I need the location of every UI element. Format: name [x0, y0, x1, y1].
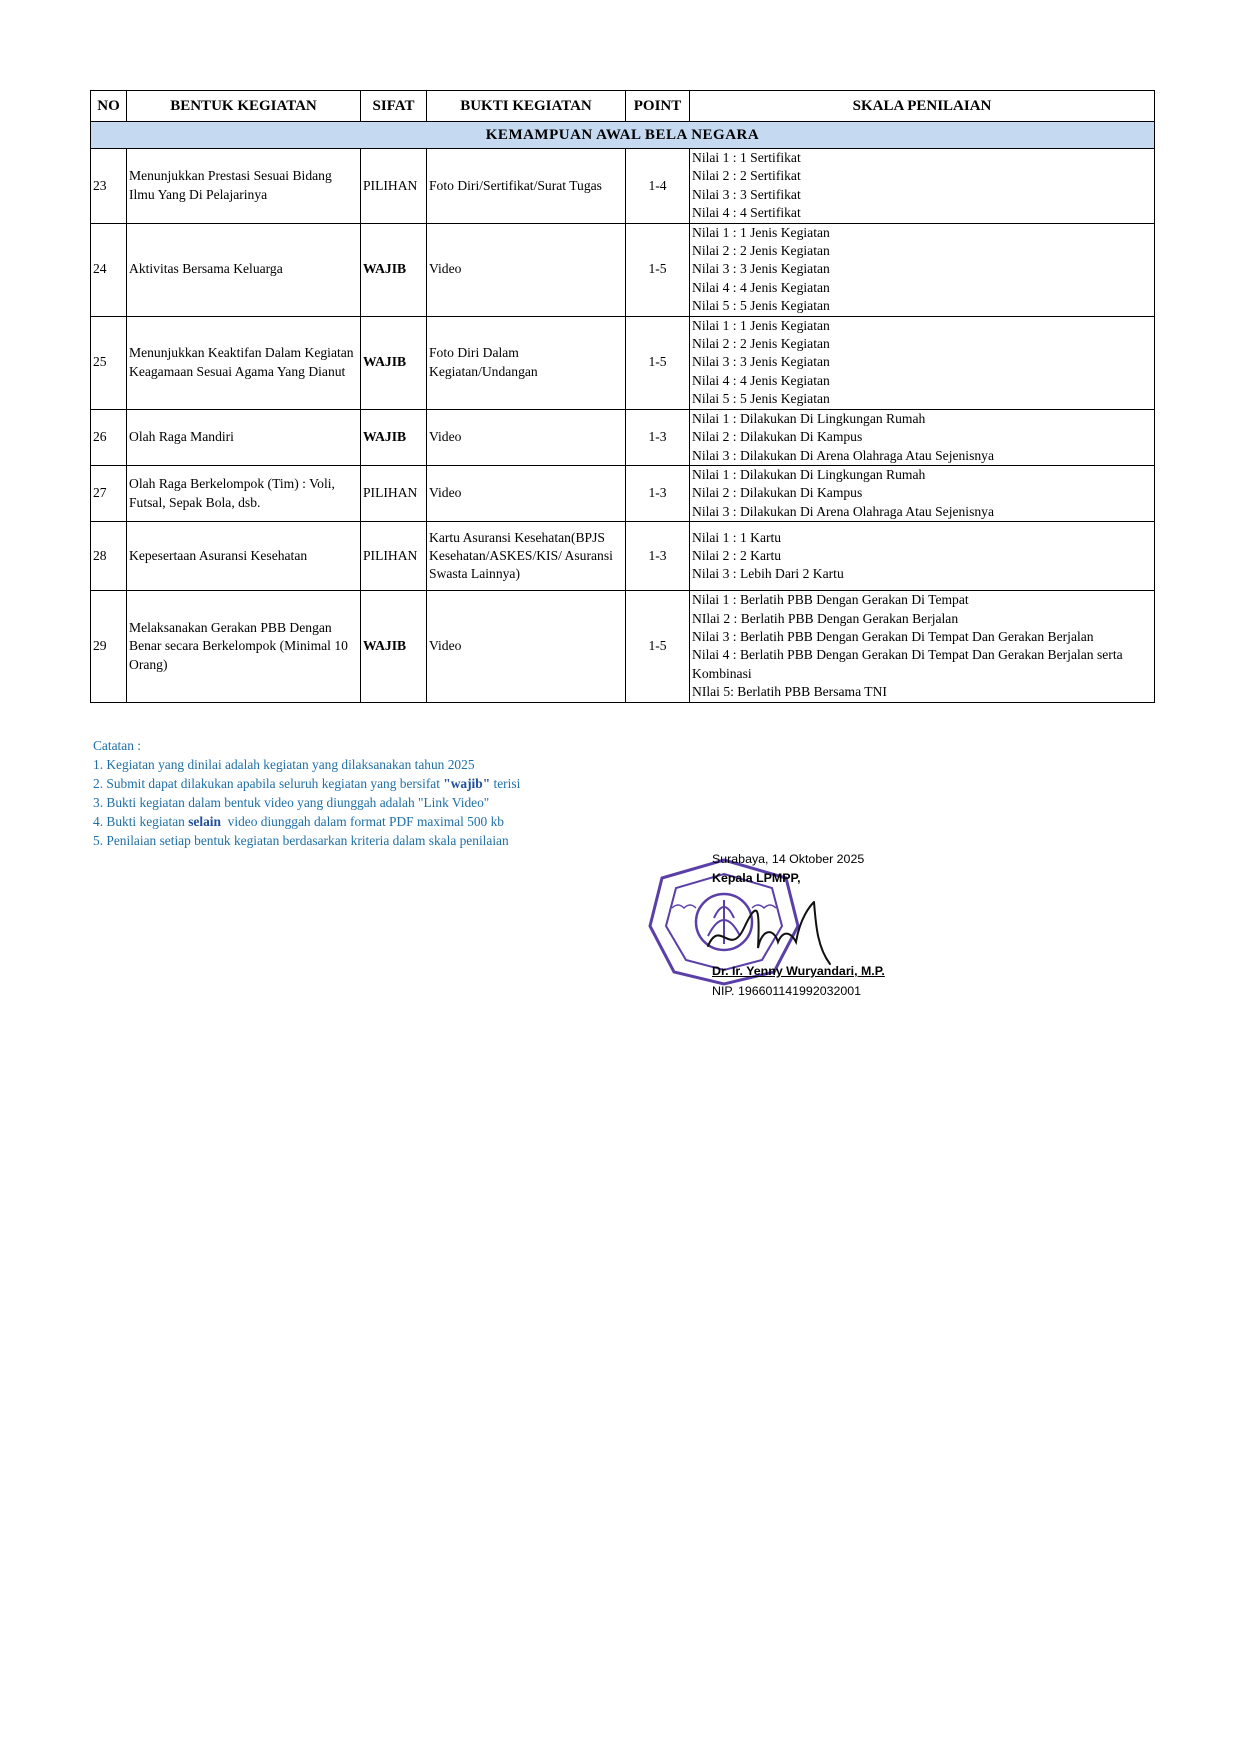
cell-skala-penilaian	[690, 591, 1155, 702]
note-4-pre: 4. Bukti kegiatan	[93, 814, 189, 829]
skala-item: Nilai 1 : Dilakukan Di Lingkungan Rumah	[692, 466, 926, 482]
cell-no: 29	[91, 591, 127, 702]
table-row	[91, 522, 1155, 591]
skala-item: Nilai 3 : Dilakukan Di Arena Olahraga Atau Sejenisnya	[692, 447, 995, 463]
table-row	[91, 409, 1155, 465]
header-point: POINT	[626, 91, 690, 122]
header-bentuk-kegiatan: BENTUK KEGIATAN	[127, 91, 361, 122]
table-row	[91, 591, 1155, 702]
skala-item: Nilai 5 : 5 Jenis Kegiatan	[692, 298, 830, 314]
cell-no: 27	[91, 465, 127, 521]
skala-item: Nilai 3 : 3 Sertifikat	[692, 186, 801, 202]
skala-item: Nilai 4 : 4 Sertifikat	[692, 205, 801, 221]
note-4	[93, 812, 520, 831]
note-2-bold: "wajib"	[443, 776, 491, 791]
skala-item: Nilai 1 : 1 Jenis Kegiatan	[692, 224, 830, 240]
cell-sifat: PILIHAN	[361, 522, 427, 591]
skala-item: Nilai 2 : Dilakukan Di Kampus	[692, 485, 863, 501]
skala-item: Nilai 1 : Berlatih PBB Dengan Gerakan Di Tempat	[692, 592, 969, 608]
header-bukti-kegiatan: BUKTI KEGIATAN	[427, 91, 626, 122]
skala-item: Nilai 2 : 2 Kartu	[692, 547, 782, 563]
cell-sifat: WAJIB	[361, 316, 427, 409]
cell-bentuk-kegiatan: Olah Raga Mandiri	[127, 409, 361, 465]
skala-item: Nilai 3 : Lebih Dari 2 Kartu	[692, 566, 844, 582]
cell-skala-penilaian	[690, 149, 1155, 224]
notes-block	[93, 736, 520, 850]
signatory-position: Kepala LPMPP,	[712, 871, 801, 885]
cell-bentuk-kegiatan: Melaksanakan Gerakan PBB Dengan Benar secara Berkelompok (Minimal 10 Orang)	[127, 591, 361, 702]
skala-item: Nilai 3 : Berlatih PBB Dengan Gerakan Di Tempat Dan Gerakan Berjalan	[692, 628, 1094, 644]
note-1: 1. Kegiatan yang dinilai adalah kegiatan yang dilaksanakan tahun 2025	[93, 757, 475, 772]
skala-item: Nilai 2 : 2 Sertifikat	[692, 168, 801, 184]
cell-bukti-kegiatan: Video	[427, 223, 626, 316]
section-row	[91, 122, 1155, 149]
activity-table	[90, 90, 1155, 703]
skala-item: Nilai 3 : 3 Jenis Kegiatan	[692, 261, 830, 277]
cell-point: 1-5	[626, 591, 690, 702]
note-2-pre: 2. Submit dapat dilakukan apabila seluruh kegiatan yang bersifat	[93, 776, 444, 791]
skala-item: Nilai 2 : Dilakukan Di Kampus	[692, 429, 863, 445]
header-sifat: SIFAT	[361, 91, 427, 122]
cell-bentuk-kegiatan: Olah Raga Berkelompok (Tim) : Voli, Futsal, Sepak Bola, dsb.	[127, 465, 361, 521]
cell-skala-penilaian	[690, 223, 1155, 316]
cell-skala-penilaian	[690, 409, 1155, 465]
cell-bukti-kegiatan: Video	[427, 465, 626, 521]
section-title: KEMAMPUAN AWAL BELA NEGARA	[91, 122, 1155, 149]
skala-item: Nilai 1 : Dilakukan Di Lingkungan Rumah	[692, 410, 926, 426]
cell-skala-penilaian	[690, 316, 1155, 409]
table-row	[91, 223, 1155, 316]
skala-item: Nilai 5 : 5 Jenis Kegiatan	[692, 391, 830, 407]
note-2	[93, 774, 520, 793]
table-header-row	[91, 91, 1155, 122]
cell-bukti-kegiatan: Kartu Asuransi Kesehatan(BPJS Kesehatan/ASKES/KIS/ Asuransi Swasta Lainnya)	[427, 522, 626, 591]
cell-skala-penilaian	[690, 522, 1155, 591]
cell-sifat: WAJIB	[361, 223, 427, 316]
skala-item: NIlai 2 : Berlatih PBB Dengan Gerakan Berjalan	[692, 610, 959, 626]
skala-item: Nilai 4 : 4 Jenis Kegiatan	[692, 372, 830, 388]
skala-item: Nilai 4 : Berlatih PBB Dengan Gerakan Di Tempat Dan Gerakan Berjalan serta Kombinasi	[692, 647, 1123, 681]
cell-point: 1-4	[626, 149, 690, 224]
cell-point: 1-5	[626, 223, 690, 316]
note-4-post: video diunggah dalam format PDF maximal 500 kb	[220, 814, 504, 829]
table-row	[91, 316, 1155, 409]
skala-item: Nilai 4 : 4 Jenis Kegiatan	[692, 279, 830, 295]
cell-no: 24	[91, 223, 127, 316]
cell-bukti-kegiatan: Foto Diri/Sertifikat/Surat Tugas	[427, 149, 626, 224]
notes-title: Catatan :	[93, 738, 141, 753]
cell-no: 26	[91, 409, 127, 465]
signatory-name: Dr. Ir. Yenny Wuryandari, M.P.	[712, 964, 885, 978]
skala-item: Nilai 1 : 1 Jenis Kegiatan	[692, 317, 830, 333]
note-3: 3. Bukti kegiatan dalam bentuk video yang diunggah adalah "Link Video"	[93, 795, 490, 810]
cell-point: 1-3	[626, 465, 690, 521]
note-2-post: terisi	[490, 776, 521, 791]
cell-sifat: PILIHAN	[361, 465, 427, 521]
skala-item: Nilai 1 : 1 Sertifikat	[692, 150, 801, 165]
skala-item: Nilai 2 : 2 Jenis Kegiatan	[692, 243, 830, 259]
cell-bentuk-kegiatan: Aktivitas Bersama Keluarga	[127, 223, 361, 316]
skala-item: Nilai 3 : Dilakukan Di Arena Olahraga Atau Sejenisnya	[692, 503, 995, 519]
cell-bentuk-kegiatan: Kepesertaan Asuransi Kesehatan	[127, 522, 361, 591]
handwritten-signature-icon	[700, 898, 840, 968]
cell-sifat: WAJIB	[361, 591, 427, 702]
note-4-bold: selain	[188, 814, 221, 829]
cell-bentuk-kegiatan: Menunjukkan Prestasi Sesuai Bidang Ilmu Yang Di Pelajarinya	[127, 149, 361, 224]
cell-sifat: WAJIB	[361, 409, 427, 465]
cell-skala-penilaian	[690, 465, 1155, 521]
header-skala-penilaian: SKALA PENILAIAN	[690, 91, 1155, 122]
skala-item: Nilai 2 : 2 Jenis Kegiatan	[692, 336, 830, 352]
table-row	[91, 149, 1155, 224]
cell-point: 1-3	[626, 522, 690, 591]
cell-no: 28	[91, 522, 127, 591]
skala-item: Nilai 1 : 1 Kartu	[692, 529, 782, 545]
cell-sifat: PILIHAN	[361, 149, 427, 224]
signatory-nip: NIP. 196601141992032001	[712, 984, 862, 998]
header-no: NO	[91, 91, 127, 122]
table-row	[91, 465, 1155, 521]
cell-bukti-kegiatan: Video	[427, 409, 626, 465]
cell-bukti-kegiatan: Video	[427, 591, 626, 702]
skala-item: Nilai 3 : 3 Jenis Kegiatan	[692, 354, 830, 370]
cell-no: 25	[91, 316, 127, 409]
note-5: 5. Penilaian setiap bentuk kegiatan berdasarkan kriteria dalam skala penilaian	[93, 833, 509, 848]
cell-point: 1-3	[626, 409, 690, 465]
cell-point: 1-5	[626, 316, 690, 409]
cell-no: 23	[91, 149, 127, 224]
cell-bentuk-kegiatan: Menunjukkan Keaktifan Dalam Kegiatan Keagamaan Sesuai Agama Yang Dianut	[127, 316, 361, 409]
cell-bukti-kegiatan: Foto Diri Dalam Kegiatan/Undangan	[427, 316, 626, 409]
skala-item: NIlai 5: Berlatih PBB Bersama TNI	[692, 684, 887, 700]
place-date: Surabaya, 14 Oktober 2025	[712, 852, 865, 866]
